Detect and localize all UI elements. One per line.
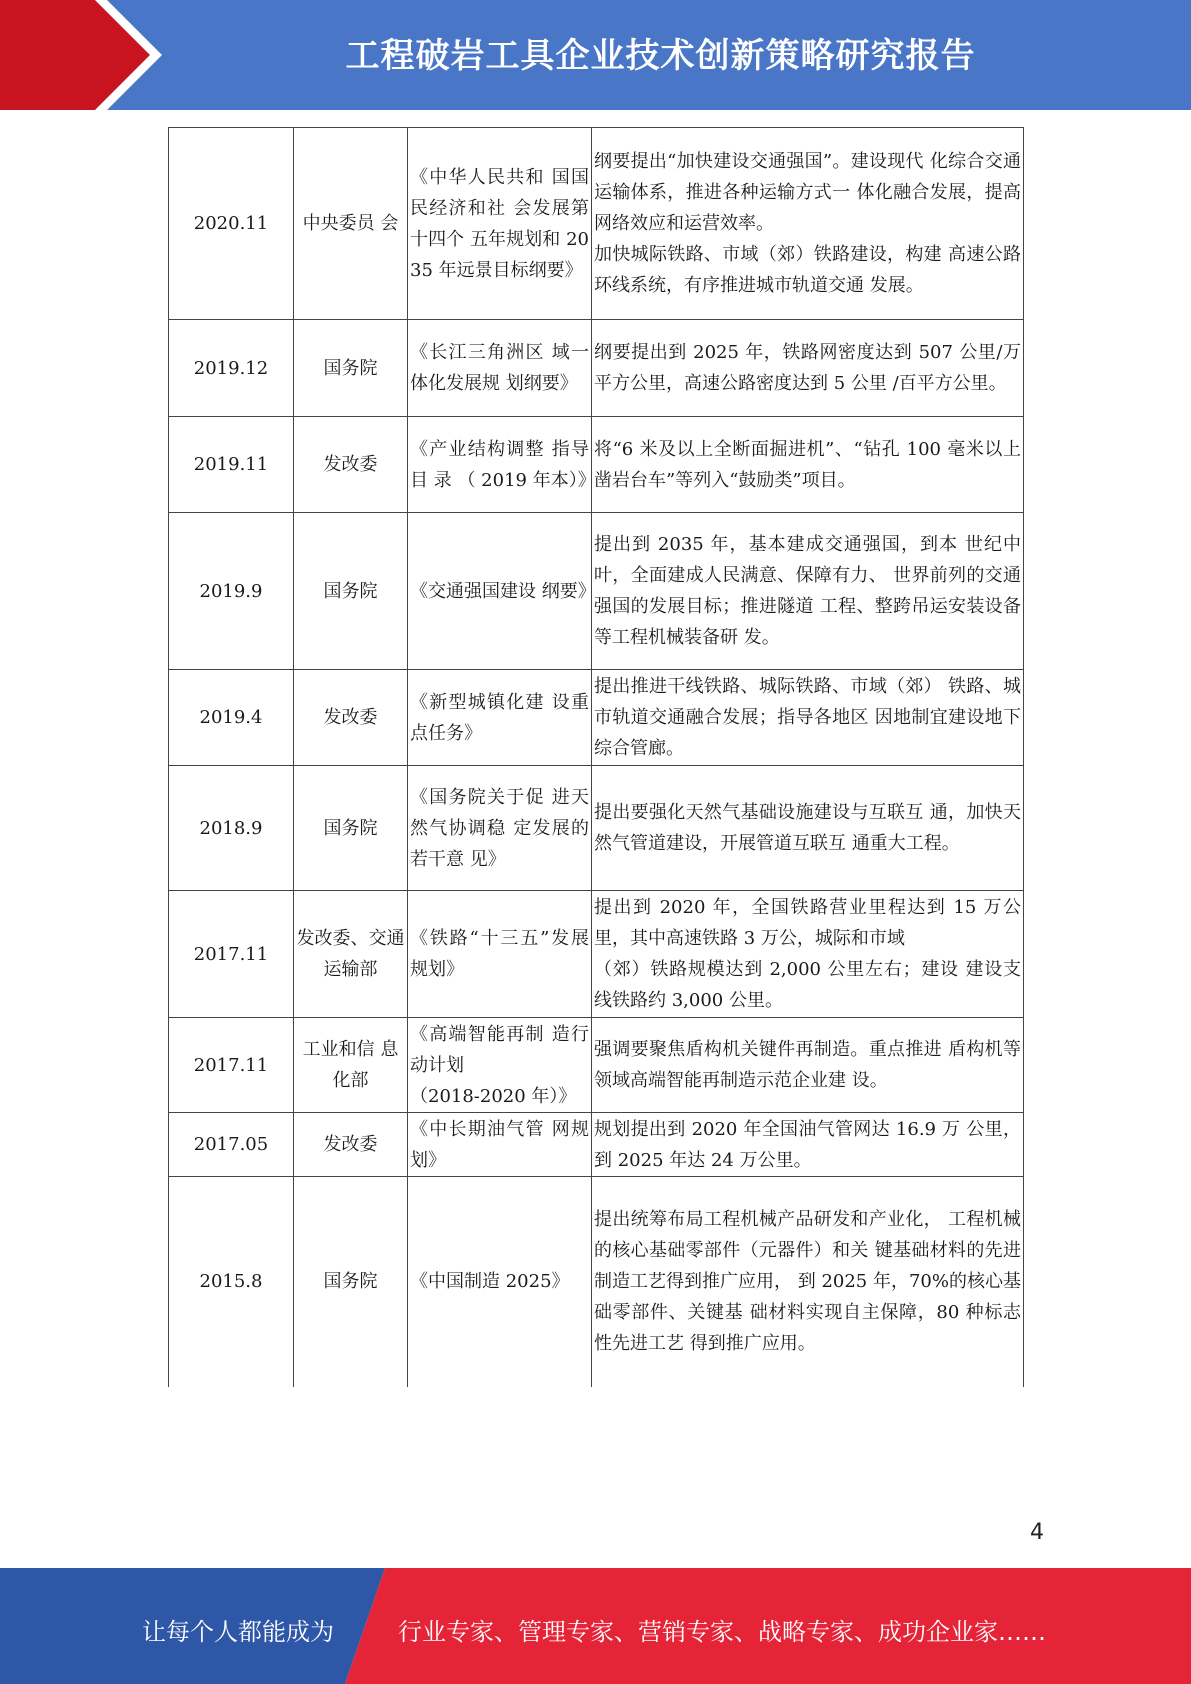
page-header bbox=[0, 0, 1191, 110]
content-paragraph: 提出到 2035 年，基本建成交通强国，到本 世纪中叶，全面建成人民满意、保障有力、 世界前列的交通强国的发展目标；推进隧道 工程、整跨吊运安装设备等工程机械装备研 发。 bbox=[594, 534, 1021, 648]
row-dept: 发改委 bbox=[294, 670, 408, 766]
row-dept: 国务院 bbox=[294, 1177, 408, 1387]
table-row bbox=[169, 1177, 1024, 1387]
table-row bbox=[169, 766, 1024, 891]
content-paragraph: 加快城际铁路、市域（郊）铁路建设，构建 高速公路环线系统，有序推进城市轨道交通 发展。 bbox=[594, 244, 1021, 296]
row-document: 《新型城镇化建 设重点任务》 bbox=[408, 670, 592, 766]
document-title-line: 《高端智能再制 造行动计划 bbox=[410, 1023, 589, 1076]
row-date: 2018.9 bbox=[169, 766, 294, 891]
row-document: 《铁路“十三五”发展规划》 bbox=[408, 891, 592, 1018]
content-paragraph: 提出要强化天然气基础设施建设与互联互 通，加快天然气管道建设，开展管道互联互 通重大工程。 bbox=[594, 802, 1021, 854]
content-paragraph: 纲要提出“加快建设交通强国”。建设现代 化综合交通运输体系，推进各种运输方式一 体化融合发展，提高网络效应和运营效率。 bbox=[594, 151, 1021, 234]
row-document: 《中长期油气管 网规划》 bbox=[408, 1113, 592, 1177]
row-date: 2019.9 bbox=[169, 513, 294, 670]
table-row bbox=[169, 1018, 1024, 1113]
table-row bbox=[169, 417, 1024, 513]
row-document: 《产业结构调整 指导 目 录 （ 2019 年本）》 bbox=[408, 417, 592, 513]
table-row bbox=[169, 320, 1024, 417]
policy-table bbox=[168, 127, 1024, 1387]
row-date: 2020.11 bbox=[169, 128, 294, 320]
row-content bbox=[592, 891, 1024, 1018]
footer-slogan-left: 让每个人都能成为 bbox=[142, 1618, 334, 1646]
content-paragraph: （郊）铁路规模达到 2,000 公里左右；建设 建设支线铁路约 3,000 公里。 bbox=[594, 959, 1021, 1011]
content-paragraph: 提出推进干线铁路、城际铁路、市域（郊） 铁路、城市轨道交通融合发展；指导各地区 因地制宜建设地下综合管廊。 bbox=[594, 676, 1021, 759]
row-date: 2017.11 bbox=[169, 891, 294, 1018]
row-content bbox=[592, 766, 1024, 891]
row-dept: 发改委 bbox=[294, 1113, 408, 1177]
row-dept: 发改委、交通运输部 bbox=[294, 891, 408, 1018]
row-dept: 国务院 bbox=[294, 766, 408, 891]
row-content bbox=[592, 1177, 1024, 1387]
row-date: 2015.8 bbox=[169, 1177, 294, 1387]
row-date: 2017.11 bbox=[169, 1018, 294, 1113]
row-dept: 工业和信 息化部 bbox=[294, 1018, 408, 1113]
content-paragraph: 将“6 米及以上全断面掘进机”、“钻孔 100 毫米以上凿岩台车”等列入“鼓励类”项目。 bbox=[594, 438, 1021, 491]
row-dept: 发改委 bbox=[294, 417, 408, 513]
document-title-line: （2018-2020 年）》 bbox=[410, 1085, 577, 1107]
row-date: 2019.4 bbox=[169, 670, 294, 766]
content-paragraph: 提出到 2020 年，全国铁路营业里程达到 15 万公里，其中高速铁路 3 万公，城际和市域 bbox=[594, 897, 1021, 949]
row-date: 2019.11 bbox=[169, 417, 294, 513]
row-document: 《国务院关于促 进天然气协调稳 定发展的若干意 见》 bbox=[408, 766, 592, 891]
row-dept: 国务院 bbox=[294, 513, 408, 670]
row-date: 2017.05 bbox=[169, 1113, 294, 1177]
row-dept: 中央委员 会 bbox=[294, 128, 408, 320]
table-row bbox=[169, 1113, 1024, 1177]
row-content bbox=[592, 417, 1024, 513]
report-title: 工程破岩工具企业技术创新策略研究报告 bbox=[345, 36, 976, 76]
content-paragraph: 提出统筹布局工程机械产品研发和产业化， 工程机械的核心基础零部件（元器件）和关 键基础材料的先进制造工艺得到推广应用， 到 2025 年，70%的核心基础零部件、关键基 础材料实现自主保障，80 种标志性先进工艺 得到推广应用。 bbox=[594, 1209, 1021, 1355]
row-document: 《中国制造 2025》 bbox=[408, 1177, 592, 1387]
row-content bbox=[592, 670, 1024, 766]
row-content bbox=[592, 320, 1024, 417]
content-paragraph: 纲要提出到 2025 年，铁路网密度达到 507 公里/万平方公里，高速公路密度达到 5 公里 /百平方公里。 bbox=[594, 342, 1021, 394]
row-content bbox=[592, 1113, 1024, 1177]
policy-table-container bbox=[168, 127, 1023, 1387]
row-content bbox=[592, 128, 1024, 320]
table-row bbox=[169, 670, 1024, 766]
table-row bbox=[169, 513, 1024, 670]
row-dept: 国务院 bbox=[294, 320, 408, 417]
table-row bbox=[169, 891, 1024, 1018]
row-content bbox=[592, 1018, 1024, 1113]
row-document: 《长江三角洲区 域一体化发展规 划纲要》 bbox=[408, 320, 592, 417]
row-document: 《交通强国建设 纲要》 bbox=[408, 513, 592, 670]
content-paragraph: 强调要聚焦盾构机关键件再制造。重点推进 盾构机等领域高端智能再制造示范企业建 设。 bbox=[594, 1039, 1021, 1091]
table-row bbox=[169, 128, 1024, 320]
row-content bbox=[592, 513, 1024, 670]
row-document bbox=[408, 1018, 592, 1113]
footer-slogan-right: 行业专家、管理专家、营销专家、战略专家、成功企业家…… bbox=[398, 1618, 1046, 1646]
page-number: 4 bbox=[1030, 1520, 1044, 1545]
content-paragraph: 规划提出到 2020 年全国油气管网达 16.9 万 公里，到 2025 年达 24 万公里。 bbox=[594, 1118, 1021, 1171]
page-footer bbox=[0, 1568, 1191, 1684]
row-date: 2019.12 bbox=[169, 320, 294, 417]
row-document: 《中华人民共和 国国民经济和社 会发展第十四个 五年规划和 2035 年远景目标纲要》 bbox=[408, 128, 592, 320]
